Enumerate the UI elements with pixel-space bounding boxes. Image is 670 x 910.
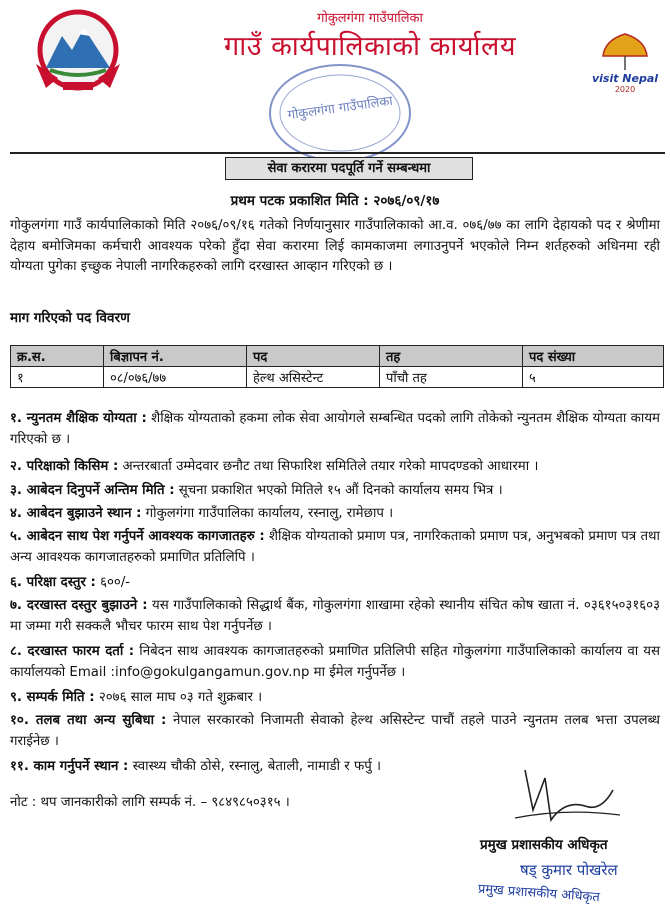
list-item (10, 481, 660, 502)
cell-level: पाँचौ तह (380, 367, 523, 388)
intro-paragraph: गोकुलगंगा गाउँ कार्यपालिकाको मिति २०७६/०९/१६ गतेको निर्णयानुसार गाउँपालिकाको आ.व. ०७६/७७ का लागि देहायको पद र श्रेणीमा देहाय बमोजिमका कर्मचारी आवश्यक परेको हुँदा सेवा करारमा लिई कामकाजमा लगाउनुपर्ने भएकोले निम्न शर्तहरुको अधिनमा रही योग्यता पुगेका इच्छुक नेपाली नागरिकहरुको लागि दरखास्त आव्हान गरिएको छ । (10, 218, 660, 274)
signatory-name: षड् कुमार पोखरेल (520, 861, 618, 879)
item-label: १०. तलब तथा अन्य सुबिधा : (10, 713, 167, 728)
list-item (10, 596, 660, 637)
item-text: सूचना प्रकाशित भएको मितिले १५ औं दिनको कार्यालय समय भित्र । (174, 483, 503, 498)
item-label: ४. आबेदन बुझाउने स्थान : (10, 506, 142, 521)
item-text: शैक्षिक योग्यताको प्रमाण पत्र, नागरिकताको प्रमाण पत्र, अनुभबको प्रमाण पत्र तथा अन्य आवश्यक कागजातहरुको प्रमाणित प्रतिलिपि । (10, 529, 660, 565)
col-post: पद (247, 346, 380, 367)
nepal-emblem-icon (28, 6, 128, 92)
col-ad-number: बिज्ञापन नं. (104, 346, 247, 367)
item-text: यस गाउँपालिकाको सिद्धार्थ बैंक, गोकुलगंगा शाखामा रहेको स्थानीय संचित कोष खाता नं. ०३६१५०३१६०३ मा जम्मा गरी सक्कलै भौचर फारम साथ पेश गर्नुपर्नेछ । (10, 598, 660, 634)
signature-scribble-icon (505, 760, 625, 830)
item-label: ७. दरखास्त दस्तुर बुझाउने : (10, 598, 148, 613)
office-title: गाउँ कार्यपालिकाको कार्यालय (224, 31, 516, 62)
list-item (10, 711, 660, 752)
cell-sn: १ (11, 367, 104, 388)
municipality-name: गोकुलगंगा गाउँपालिका (317, 11, 423, 26)
item-text: नेपाल सरकारको निजामती सेवाको हेल्थ असिस्टेन्ट पाचौं तहले पाउने न्युनतम तलब भत्ता उपलब्ध गराईनेछ । (10, 713, 660, 749)
item-text: २०७६ साल माघ ०३ गते शुक्रबार । (94, 690, 263, 705)
signatory-title: प्रमुख प्रशासकीय अधिकृत (480, 837, 608, 853)
visit-nepal-logo (585, 30, 665, 110)
item-label: ९. सम्पर्क मिति : (10, 690, 95, 705)
item-label: ६. परिक्षा दस्तुर : (10, 575, 96, 590)
item-label: २. परिक्षाको किसिम : (10, 459, 119, 474)
contact-note: नोट : थप जानकारीको लागि सम्पर्क नं. – ९८४९८५०३१५ । (10, 795, 290, 810)
list-item (10, 688, 660, 709)
list-item (10, 409, 660, 450)
visit-nepal-umbrella-icon (585, 30, 665, 70)
list-item (10, 527, 660, 568)
visit-nepal-year: 2020 (614, 85, 636, 94)
item-text: ६००/- (95, 575, 131, 590)
col-sn: क्र.स. (11, 346, 104, 367)
subject-title: सेवा करारमा पदपूर्ति गर्ने सम्बन्धमा (225, 157, 473, 180)
item-label: ३. आबेदन दिनुपर्ने अन्तिम मिति : (10, 483, 175, 498)
cell-post: हेल्थ असिस्टेन्ट (247, 367, 380, 388)
cell-ad-number: ०८/०७६/७७ (104, 367, 247, 388)
list-item (10, 642, 660, 683)
signatory-post-stamp: प्रमुख प्रशासकीय अधिकृत (477, 881, 601, 906)
item-text: स्वास्थ्य चौकी ठोसे, रस्नालु, बेताली, नामाडी र फर्पु । (128, 759, 382, 774)
list-item (10, 457, 660, 478)
header-divider (10, 152, 665, 154)
stamp-text: गोकुलगंगा गाउँपालिका (286, 93, 394, 124)
table-header-row (11, 346, 664, 367)
item-text: निबेदन साथ आवश्यक कागजातहरुको प्रमाणित प्रतिलिपी सहित गोकुलगंगा गाउँपालिकाको कार्यालय वा यस कार्यालयको Email :info@gokulgangamun.gov.np मा ईमेल गर्नुपर्नेछ । (10, 644, 660, 680)
col-count: पद संख्या (523, 346, 664, 367)
published-date: प्रथम पटक प्रकाशित मिति : २०७६/०९/१७ (230, 193, 440, 209)
item-label: ८. दरखास्त फारम दर्ता : (10, 644, 135, 659)
cell-count: ५ (523, 367, 664, 388)
post-details-table (10, 345, 664, 388)
table-row (11, 367, 664, 388)
post-details-heading: माग गरिएको पद विवरण (10, 310, 130, 326)
item-label: १. न्युनतम शैक्षिक योग्यता : (10, 411, 147, 426)
item-label: ११. काम गर्नुपर्ने स्थान : (10, 759, 129, 774)
visit-nepal-text: visit Nepal (591, 72, 659, 85)
item-text: अन्तरबार्ता उम्मेदवार छनौट तथा सिफारिश समितिले तयार गरेको मापदण्डको आधारमा । (118, 459, 539, 474)
item-label: ५. आबेदन साथ पेश गर्नुपर्ने आवश्यक कागजातहरु : (10, 529, 265, 544)
list-item (10, 573, 660, 594)
col-level: तह (380, 346, 523, 367)
item-text: गोकुलगंगा गाउँपालिका कार्यालय, रस्नालु, रामेछाप । (141, 506, 394, 521)
item-text: शैक्षिक योग्यताको हकमा लोक सेवा आयोगले सम्बन्धित पदको लागि तोकेको न्युनतम शैक्षिक योग्यता कायम गरिएको छ । (10, 411, 660, 447)
list-item (10, 504, 660, 525)
